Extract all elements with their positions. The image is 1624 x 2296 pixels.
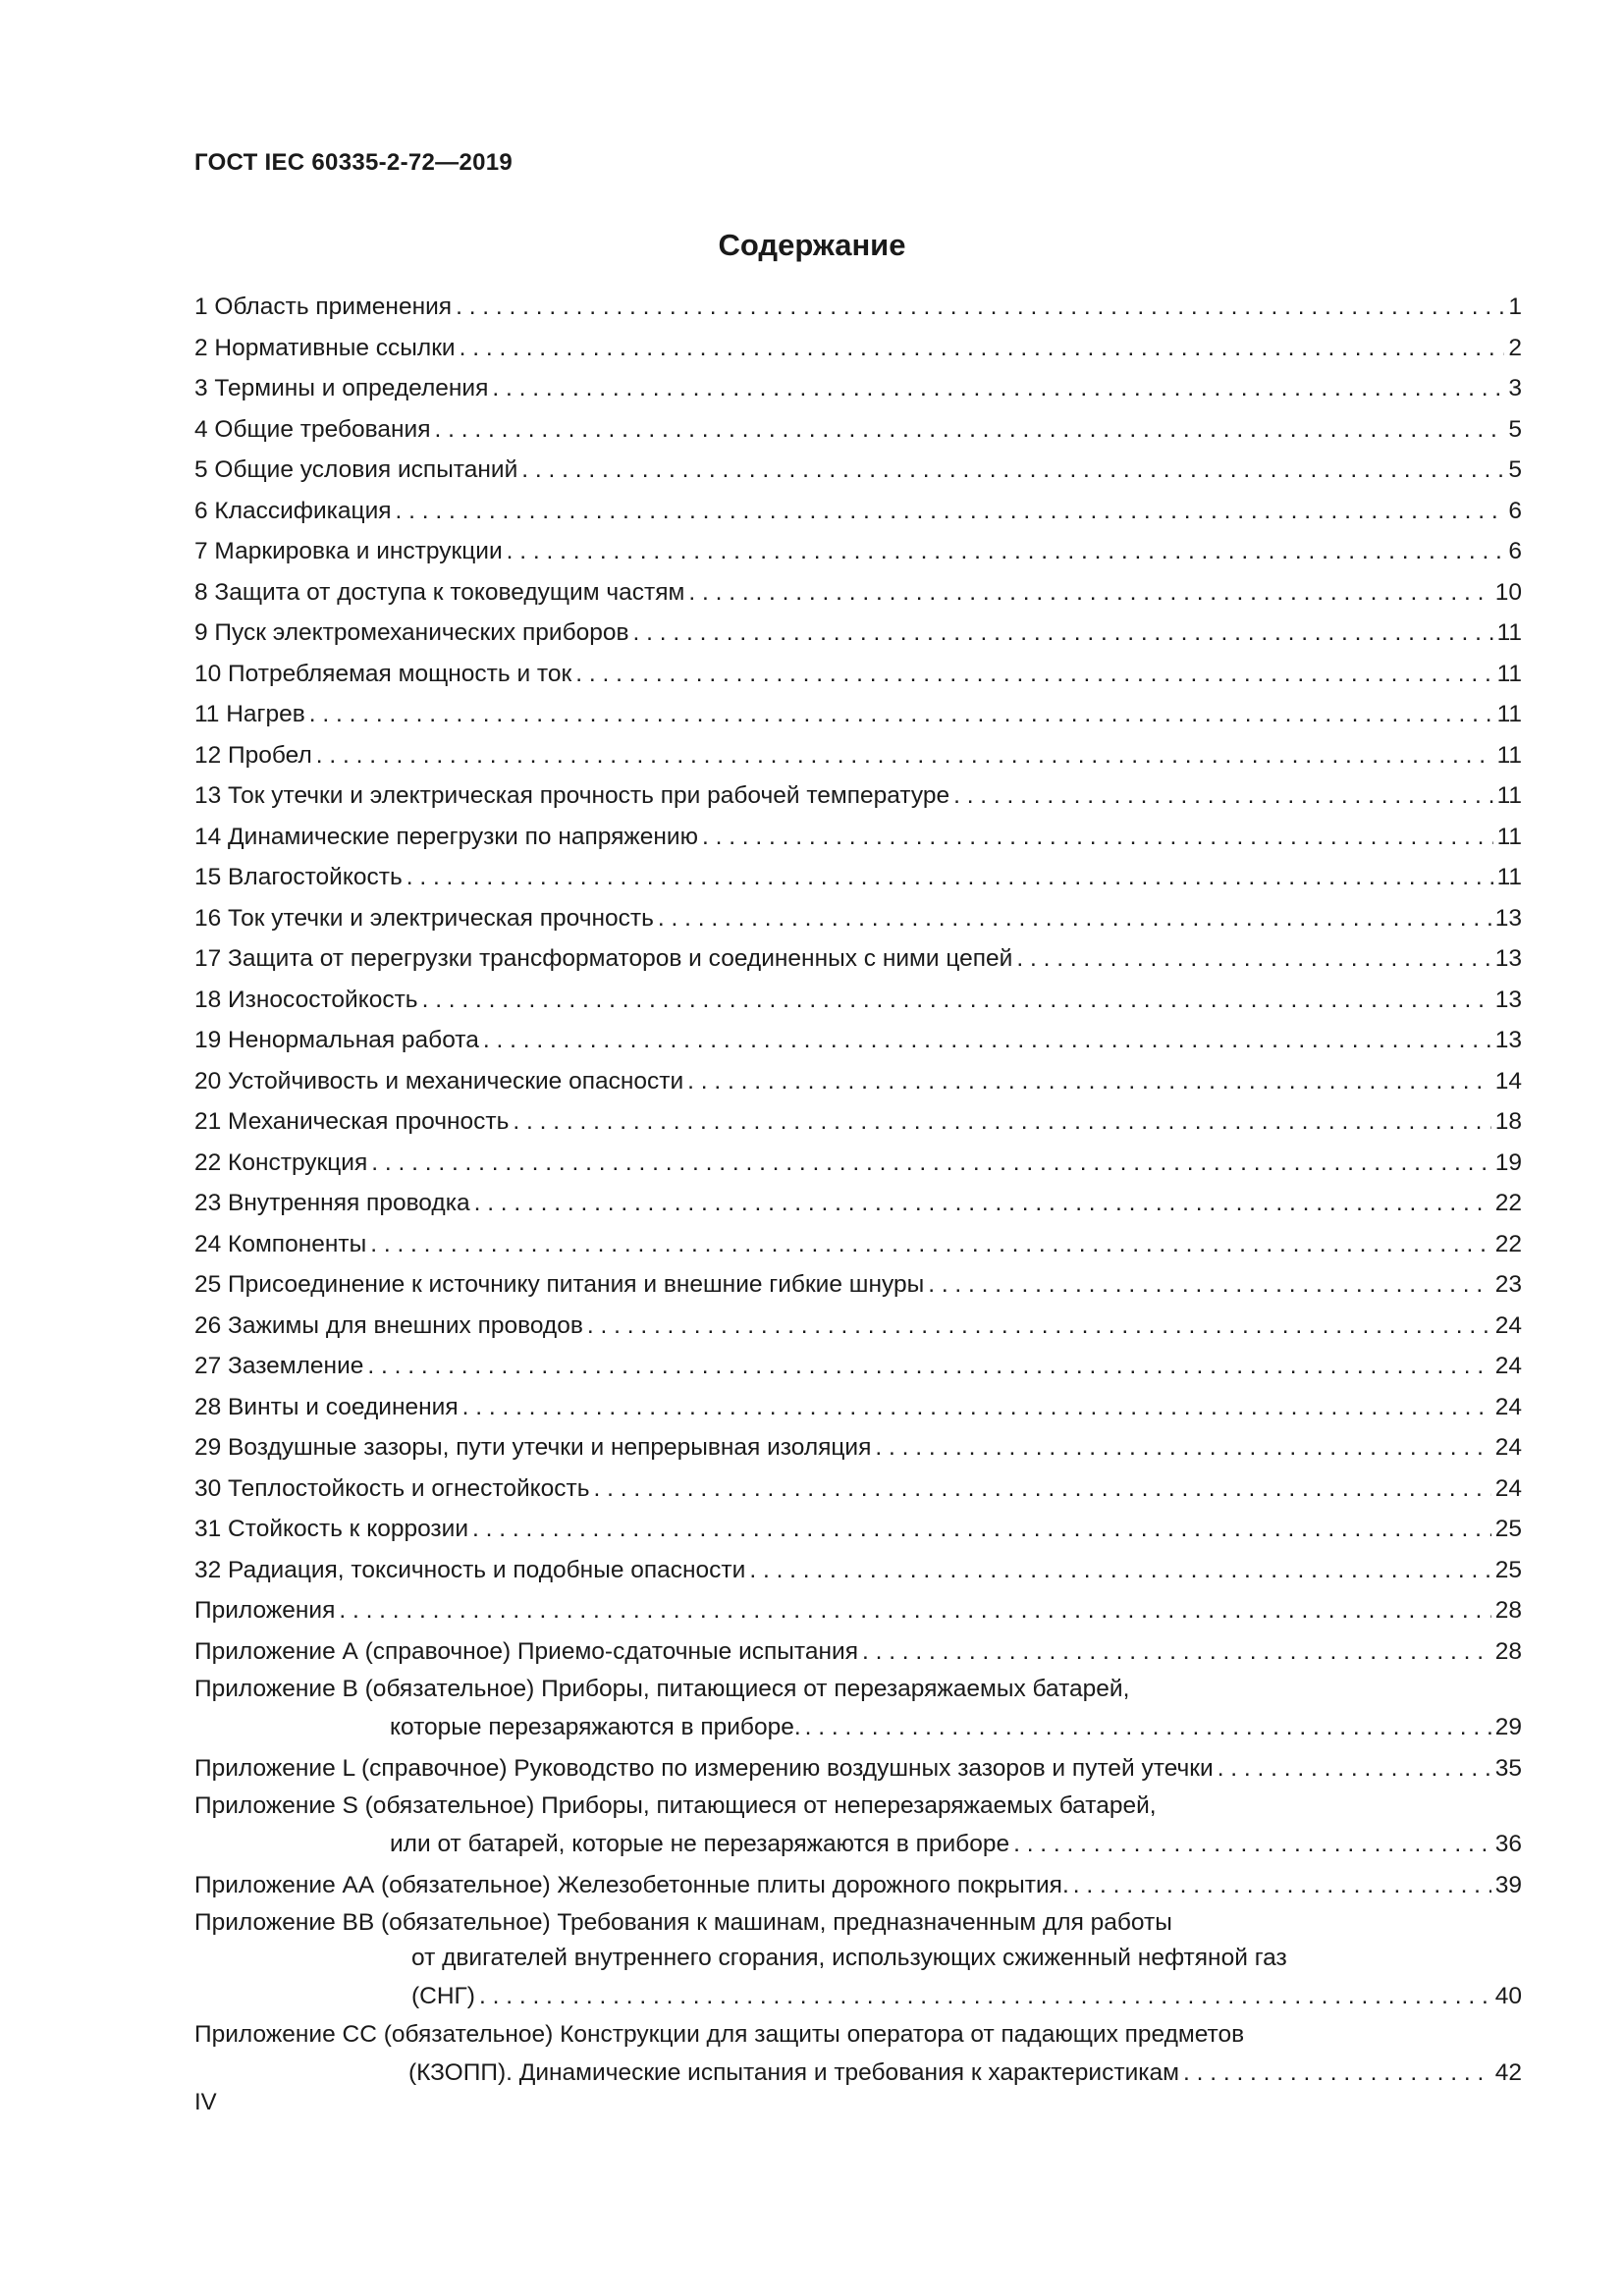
toc-entry — [194, 1183, 1522, 1224]
toc-entry — [194, 1346, 1522, 1387]
dot-leader — [805, 1707, 1491, 1748]
toc-entry-title: 32 Радиация, токсичность и подобные опасности — [194, 1556, 746, 1583]
toc-entry-title: Приложение А (справочное) Приемо-сдаточные испытания — [194, 1637, 858, 1665]
toc-entry — [194, 1748, 1522, 1789]
toc-entry-page: 39 — [1494, 1871, 1522, 1898]
toc-entry-page: 25 — [1494, 1556, 1522, 1583]
toc-entry-page: 42 — [1494, 2058, 1522, 2086]
dot-leader — [513, 1101, 1490, 1143]
dot-leader — [370, 1224, 1491, 1265]
toc-entry — [194, 654, 1522, 695]
toc-entry-title: 13 Ток утечки и электрическая прочность при рабочей температуре — [194, 782, 950, 809]
toc-entry-title: 4 Общие требования — [194, 415, 431, 443]
toc-entry — [194, 1101, 1522, 1143]
dot-leader — [435, 409, 1505, 451]
toc-entry-title: 31 Стойкость к коррозии — [194, 1516, 469, 1542]
toc-entry-page: 24 — [1494, 1474, 1522, 1502]
document-header: ГОСТ IEC 60335-2-72—2019 — [194, 149, 514, 176]
dot-leader — [875, 1427, 1490, 1468]
page-title: Содержание — [718, 228, 906, 262]
dot-leader — [472, 1509, 1491, 1550]
toc-entry-page: 13 — [1494, 945, 1522, 972]
toc-entry-title: 21 Механическая прочность — [194, 1108, 510, 1135]
toc-entry-page: 24 — [1494, 1393, 1522, 1420]
toc-entry-title: 10 Потребляемая мощность и ток — [194, 660, 572, 687]
toc-entry-page: 11 — [1496, 741, 1522, 769]
toc-entry-title: 28 Винты и соединения — [194, 1393, 459, 1420]
toc-entry-page: 14 — [1494, 1067, 1522, 1095]
toc-entry-title: 14 Динамические перегрузки по напряжению — [194, 823, 698, 850]
toc-entry — [194, 775, 1522, 817]
toc-entry-title: Приложение В (обязательное) Приборы, питающиеся от перезаряжаемых батарей, — [194, 1676, 1130, 1702]
dot-leader — [688, 572, 1490, 614]
dot-leader — [479, 1976, 1491, 2017]
dot-leader — [371, 1143, 1490, 1184]
toc-entry-page: 25 — [1494, 1516, 1522, 1542]
dot-leader — [1073, 1865, 1491, 1906]
toc-entry — [194, 898, 1522, 939]
dot-leader — [406, 857, 1493, 898]
dot-leader — [309, 694, 1493, 735]
toc-entry-title: или от батарей, которые не перезаряжаются в приборе — [390, 1831, 1010, 1857]
toc-entry — [194, 1590, 1522, 1631]
toc-entry — [194, 287, 1522, 328]
toc-entry — [194, 1224, 1522, 1265]
toc-entry-title: 9 Пуск электромеханических приборов — [194, 619, 629, 646]
toc-entry-title: 25 Присоединение к источнику питания и внешние гибкие шнуры — [194, 1271, 925, 1298]
dot-leader — [422, 980, 1491, 1021]
toc-entry-page: 19 — [1494, 1148, 1522, 1176]
toc-entry-title: 12 Пробел — [194, 741, 312, 769]
toc-entry — [194, 531, 1522, 572]
toc-entry-page: 11 — [1496, 864, 1522, 890]
dot-leader — [460, 328, 1505, 369]
toc-entry-page: 11 — [1496, 660, 1522, 687]
dot-leader — [316, 735, 1493, 776]
toc-entry-title: 17 Защита от перегрузки трансформаторов и соединенных с ними цепей — [194, 945, 1013, 972]
dot-leader — [862, 1631, 1491, 1673]
toc-entry — [194, 694, 1522, 735]
dot-leader — [928, 1264, 1491, 1306]
toc-entry — [194, 1387, 1522, 1428]
toc-entry — [194, 1264, 1522, 1306]
toc-entry-page: 18 — [1494, 1108, 1522, 1135]
dot-leader — [633, 613, 1493, 654]
dot-leader — [593, 1468, 1490, 1510]
toc-entry-title: 3 Термины и определения — [194, 375, 489, 401]
toc-entry-page: 28 — [1494, 1597, 1522, 1624]
dot-leader — [1016, 938, 1490, 980]
toc-entry — [194, 735, 1522, 776]
toc-entry-title: Приложение ВВ (обязательное) Требования к машинам, предназначенным для работы — [194, 1909, 1172, 1936]
toc-entry-page: 24 — [1494, 1353, 1522, 1379]
toc-entry-title: 5 Общие условия испытаний — [194, 456, 518, 483]
toc-entry-title: 1 Область применения — [194, 294, 453, 320]
toc-entry — [194, 328, 1522, 369]
toc-entry-page: 11 — [1496, 823, 1522, 850]
toc-entry — [194, 572, 1522, 614]
toc-entry-title: Приложение СС (обязательное) Конструкции для защиты оператора от падающих предметов — [194, 2020, 1245, 2048]
toc-entry-page: 22 — [1494, 1230, 1522, 1257]
toc-entry-title: которые перезаряжаются в приборе. — [390, 1714, 801, 1740]
toc-entry-title: 8 Защита от доступа к токоведущим частям — [194, 578, 685, 606]
toc-entry-page: 13 — [1494, 1027, 1522, 1053]
toc-entry-page: 5 — [1508, 415, 1522, 443]
dot-leader — [462, 1387, 1491, 1428]
page-number: IV — [194, 2089, 217, 2115]
toc-entry-page: 40 — [1494, 1983, 1522, 2009]
toc-entry — [194, 1865, 1522, 1906]
toc-entry-page: 22 — [1494, 1190, 1522, 1216]
toc-entry-page: 5 — [1508, 456, 1522, 483]
toc-entry-title: 24 Компоненты — [194, 1230, 367, 1257]
toc-entry-page: 36 — [1494, 1831, 1522, 1857]
dot-leader — [396, 491, 1505, 532]
dot-leader — [658, 898, 1491, 939]
dot-leader — [339, 1590, 1490, 1631]
toc-entry-page: 13 — [1494, 986, 1522, 1013]
toc-entry-title: 19 Ненормальная работа — [194, 1027, 479, 1053]
toc-entry-page: 3 — [1508, 375, 1522, 401]
toc-entry-page: 1 — [1508, 294, 1522, 320]
dot-leader — [687, 1061, 1491, 1102]
dot-leader — [1013, 1824, 1491, 1865]
toc-entry-page: 24 — [1494, 1434, 1522, 1461]
toc-entry — [194, 409, 1522, 451]
dot-leader — [953, 775, 1492, 817]
toc-entry-title: 29 Воздушные зазоры, пути утечки и непрерывная изоляция — [194, 1434, 872, 1461]
toc-entry — [194, 491, 1522, 532]
toc-entry — [194, 450, 1522, 491]
toc-entry-title: 15 Влагостойкость — [194, 864, 403, 890]
toc-entry — [194, 1905, 1522, 2017]
toc-entry-page: 6 — [1508, 538, 1522, 564]
toc-entry-page: 29 — [1494, 1714, 1522, 1740]
toc-entry — [194, 1672, 1522, 1748]
dot-leader — [749, 1550, 1490, 1591]
toc-entry — [194, 1061, 1522, 1102]
toc-entry-title: Приложения — [194, 1597, 336, 1624]
dot-leader — [1218, 1748, 1491, 1789]
toc-entry-title: 23 Внутренняя проводка — [194, 1190, 470, 1216]
dot-leader — [1183, 2053, 1491, 2094]
toc-entry-title: Приложение L (справочное) Руководство по измерению воздушных зазоров и путей утечки — [194, 1754, 1214, 1782]
toc-entry-page: 11 — [1496, 701, 1522, 727]
toc-entry-title: 2 Нормативные ссылки — [194, 334, 456, 361]
toc-entry — [194, 613, 1522, 654]
toc-entry — [194, 1631, 1522, 1673]
toc-entry-title: Приложение S (обязательное) Приборы, питающиеся от неперезаряжаемых батарей, — [194, 1792, 1157, 1819]
dot-leader — [483, 1020, 1491, 1061]
toc-entry-page: 2 — [1508, 334, 1522, 361]
toc-entry-page: 28 — [1494, 1637, 1522, 1665]
toc-entry-page: 11 — [1496, 782, 1522, 809]
toc-entry — [194, 2017, 1522, 2094]
table-of-contents — [194, 287, 1522, 2093]
toc-entry-title: 27 Заземление — [194, 1353, 364, 1379]
dot-leader — [456, 287, 1504, 328]
toc-entry-title: 30 Теплостойкость и огнестойкость — [194, 1474, 590, 1502]
toc-entry-title: (КЗОПП). Динамические испытания и требования к характеристикам — [408, 2058, 1179, 2086]
dot-leader — [507, 531, 1505, 572]
toc-entry — [194, 938, 1522, 980]
toc-entry — [194, 857, 1522, 898]
toc-entry — [194, 1306, 1522, 1347]
dot-leader — [575, 654, 1492, 695]
toc-entry-page: 10 — [1494, 578, 1522, 606]
toc-entry-title: 7 Маркировка и инструкции — [194, 538, 503, 564]
toc-entry-title: от двигателей внутреннего сгорания, использующих сжиженный нефтяной газ — [411, 1945, 1287, 1971]
toc-entry-title: Приложение АА (обязательное) Железобетонные плиты дорожного покрытия. — [194, 1871, 1069, 1898]
toc-entry — [194, 1020, 1522, 1061]
toc-entry — [194, 1509, 1522, 1550]
toc-entry-title: 20 Устойчивость и механические опасности — [194, 1067, 684, 1095]
toc-entry-title: 18 Износостойкость — [194, 986, 418, 1013]
toc-entry — [194, 1550, 1522, 1591]
toc-entry-page: 11 — [1496, 619, 1522, 646]
toc-entry-title: 26 Зажимы для внешних проводов — [194, 1311, 583, 1339]
toc-entry — [194, 1143, 1522, 1184]
toc-entry-title: (СНГ) — [411, 1983, 475, 2009]
toc-entry-page: 35 — [1494, 1754, 1522, 1782]
toc-entry-title: 22 Конструкция — [194, 1148, 368, 1176]
dot-leader — [702, 817, 1493, 858]
toc-entry-title: 6 Классификация — [194, 497, 392, 524]
toc-entry-page: 6 — [1508, 497, 1522, 524]
toc-entry-page: 24 — [1494, 1311, 1522, 1339]
toc-entry-title: 16 Ток утечки и электрическая прочность — [194, 904, 654, 932]
toc-entry-page: 23 — [1494, 1271, 1522, 1298]
toc-entry — [194, 817, 1522, 858]
toc-entry-page: 13 — [1494, 904, 1522, 932]
toc-entry — [194, 980, 1522, 1021]
dot-leader — [521, 450, 1504, 491]
toc-entry — [194, 1789, 1522, 1865]
toc-entry — [194, 368, 1522, 409]
dot-leader — [474, 1183, 1491, 1224]
toc-entry — [194, 1468, 1522, 1510]
dot-leader — [587, 1306, 1491, 1347]
dot-leader — [367, 1346, 1490, 1387]
toc-entry — [194, 1427, 1522, 1468]
dot-leader — [492, 368, 1504, 409]
toc-entry-title: 11 Нагрев — [194, 701, 305, 727]
